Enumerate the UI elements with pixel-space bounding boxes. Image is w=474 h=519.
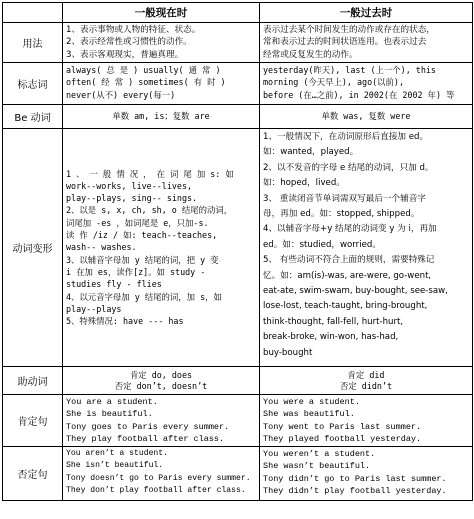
row-negative xyxy=(3,447,473,501)
neg-past-line: You weren’t a student. xyxy=(263,449,376,460)
signal-words-present xyxy=(63,63,260,105)
row-be-verb xyxy=(3,105,473,129)
verb-past-line: buy-bought xyxy=(263,347,313,358)
row-verb-changes xyxy=(3,129,473,367)
verb-present-line: play--plays xyxy=(66,303,122,314)
signal-present-line: never(从不) every(每一) xyxy=(66,89,176,100)
verb-past-line: 母，再加 ed。如：stopped, shipped。 xyxy=(263,209,420,220)
signal-words-past xyxy=(260,63,473,105)
verb-present-line: 3、以辅音字母加 y 结尾的词，把 y 变 xyxy=(66,254,219,265)
signal-present-line: often( 经 常 ) sometimes( 有 时 ) xyxy=(66,77,226,88)
negative-present xyxy=(63,447,260,501)
verb-present-line: wash-- washes. xyxy=(66,242,137,253)
row-usage xyxy=(3,23,473,63)
neg-past-line: They didn’t play football yesterday. xyxy=(263,486,447,497)
affirm-present-line: They play football after class. xyxy=(66,433,225,444)
verb-present-line: work--works, live--lives, xyxy=(66,180,193,191)
header-past: 一般过去时 xyxy=(260,3,473,23)
row-auxiliary xyxy=(3,367,473,395)
usage-present xyxy=(63,23,260,63)
affirmative-past xyxy=(260,395,473,447)
negative-past xyxy=(260,447,473,501)
verb-past-line: 3、 重读闭音节单词需双写最后一个辅音字 xyxy=(263,193,426,204)
auxiliary-past xyxy=(260,367,473,395)
label-verb-changes: 动词变形 xyxy=(3,129,63,367)
usage-present-line: 3、表示客观现实，普遍真理。 xyxy=(66,49,184,60)
row-affirmative xyxy=(3,395,473,447)
aux-present-line: 肯定 do, does xyxy=(129,369,193,380)
label-signal-words: 标志词 xyxy=(3,63,63,105)
verb-present-line: play--plays, sing-- sings. xyxy=(66,193,198,204)
verb-present-line: 读 作 /iz / 如: teach--teaches, xyxy=(66,230,218,241)
be-verb-present: 单数 am, is；复数 are xyxy=(63,105,260,129)
affirm-past-line: She was beautiful. xyxy=(263,409,355,420)
verb-present-line: i 在加 es，读作[z]。如 study - xyxy=(66,266,206,277)
neg-present-line: Tony doesn’t go to Paris every summer. xyxy=(66,473,251,483)
be-verb-past: 单数 was, 复数 were xyxy=(260,105,473,129)
verb-past-line: lose-lost, teach-taught, bring-brought, xyxy=(263,301,428,312)
verb-past-line: 如：wanted，played。 xyxy=(263,147,359,158)
signal-past-line: morning (今天早上), ago(以前), xyxy=(263,77,405,88)
neg-past-line: She wasn’t beautiful. xyxy=(263,461,371,472)
affirm-past-line: Tony went to Paris last summer. xyxy=(263,421,422,432)
affirm-present-line: Tony goes to Paris every summer. xyxy=(66,421,230,432)
verb-present-line: 2、以是 s, x, ch, sh, o 结尾的动词， xyxy=(66,205,233,216)
neg-present-line: They don’t play football after class. xyxy=(66,486,246,496)
signal-present-line: always( 总 是 ) usually( 通 常 ) xyxy=(66,65,221,75)
row-signal-words xyxy=(3,63,473,105)
header-corner xyxy=(3,3,63,23)
neg-present-line: You aren’t a student. xyxy=(66,449,168,459)
neg-present-line: She isn’t beautiful. xyxy=(66,461,164,471)
affirm-past-line: You were a student. xyxy=(263,397,360,407)
verb-present-line: 词尾加 -es ，如词尾是 e，只加-s. xyxy=(66,217,209,228)
tense-comparison-table xyxy=(2,2,473,501)
verb-past-line: 如：hoped，lived。 xyxy=(263,178,345,189)
header-row xyxy=(3,3,473,23)
label-negative: 否定句 xyxy=(3,447,63,501)
verb-present-line: studies fly - flies xyxy=(66,279,162,290)
neg-past-line: Tony didn’t go to Paris last summer. xyxy=(263,473,447,484)
usage-past-line: 表示过去某个时间发生的动作或存在的状态， xyxy=(263,25,435,35)
verb-past-line: 5、 有些动词不符合上面的规则，需要特殊记 xyxy=(263,255,435,266)
label-affirmative: 肯定句 xyxy=(3,395,63,447)
label-auxiliary: 助动词 xyxy=(3,367,63,395)
usage-past-line: 常和表示过去的时间状语连用。也表示过去 xyxy=(263,37,427,48)
affirm-present-line: You are a student. xyxy=(66,397,158,407)
verb-past-line: ed。如：studied，worried。 xyxy=(263,239,381,250)
label-be-verb: Be 动词 xyxy=(3,105,63,129)
usage-present-line: 1、表示事物或人物的特征、状态。 xyxy=(66,25,201,35)
verb-present-line: 4、以元音字母加 y 结尾的词，加 s，如 xyxy=(66,291,222,302)
verb-past-line: eat-ate, swim-swam, buy-bought, see-saw, xyxy=(263,286,448,297)
verb-changes-past xyxy=(260,129,473,367)
aux-past-line: 肯定 did xyxy=(347,369,385,380)
auxiliary-present xyxy=(63,367,260,395)
usage-present-line: 2、表示经常性或习惯性的动作。 xyxy=(66,37,192,48)
usage-past xyxy=(260,23,473,63)
header-present: 一般现在时 xyxy=(63,3,260,23)
usage-past-line: 经常或反复发生的动作。 xyxy=(263,49,358,60)
verb-past-line: 忆。如：am(is)-was, are-were, go-went, xyxy=(263,270,432,281)
verb-past-line: break-broke, win-won, has-had, xyxy=(263,332,399,343)
aux-present-line: 否定 don’t, doesn’t xyxy=(114,380,208,391)
verb-past-line: think-thought, fall-fell, hurt-hurt, xyxy=(263,316,404,327)
verb-present-line: 5、特殊情况: have --- has xyxy=(66,316,184,327)
verb-present-line: 1 、 一 般 情 况 ， 在 词 尾 加 s: 如 xyxy=(66,168,234,179)
verb-past-line: 2、以不发音的字母 e 结尾的动词，只加 d。 xyxy=(263,162,434,173)
aux-past-line: 否定 didn’t xyxy=(339,380,393,391)
verb-past-line: 1、一般情况下，在动词原形后直接加 ed。 xyxy=(263,132,429,142)
affirm-present-line: She is beautiful. xyxy=(66,409,153,420)
affirm-past-line: They played football yesterday. xyxy=(263,433,422,444)
verb-changes-present xyxy=(63,129,260,367)
label-usage: 用法 xyxy=(3,23,63,63)
verb-past-line: 4、以辅音字母+y 结尾的动词变 y 为 i，再加 xyxy=(263,224,437,235)
affirmative-present xyxy=(63,395,260,447)
signal-past-line: before (在…之前), in 2002(在 2002 年) 等 xyxy=(263,89,455,100)
signal-past-line: yesterday(昨天), last (上一个), this xyxy=(263,65,436,75)
